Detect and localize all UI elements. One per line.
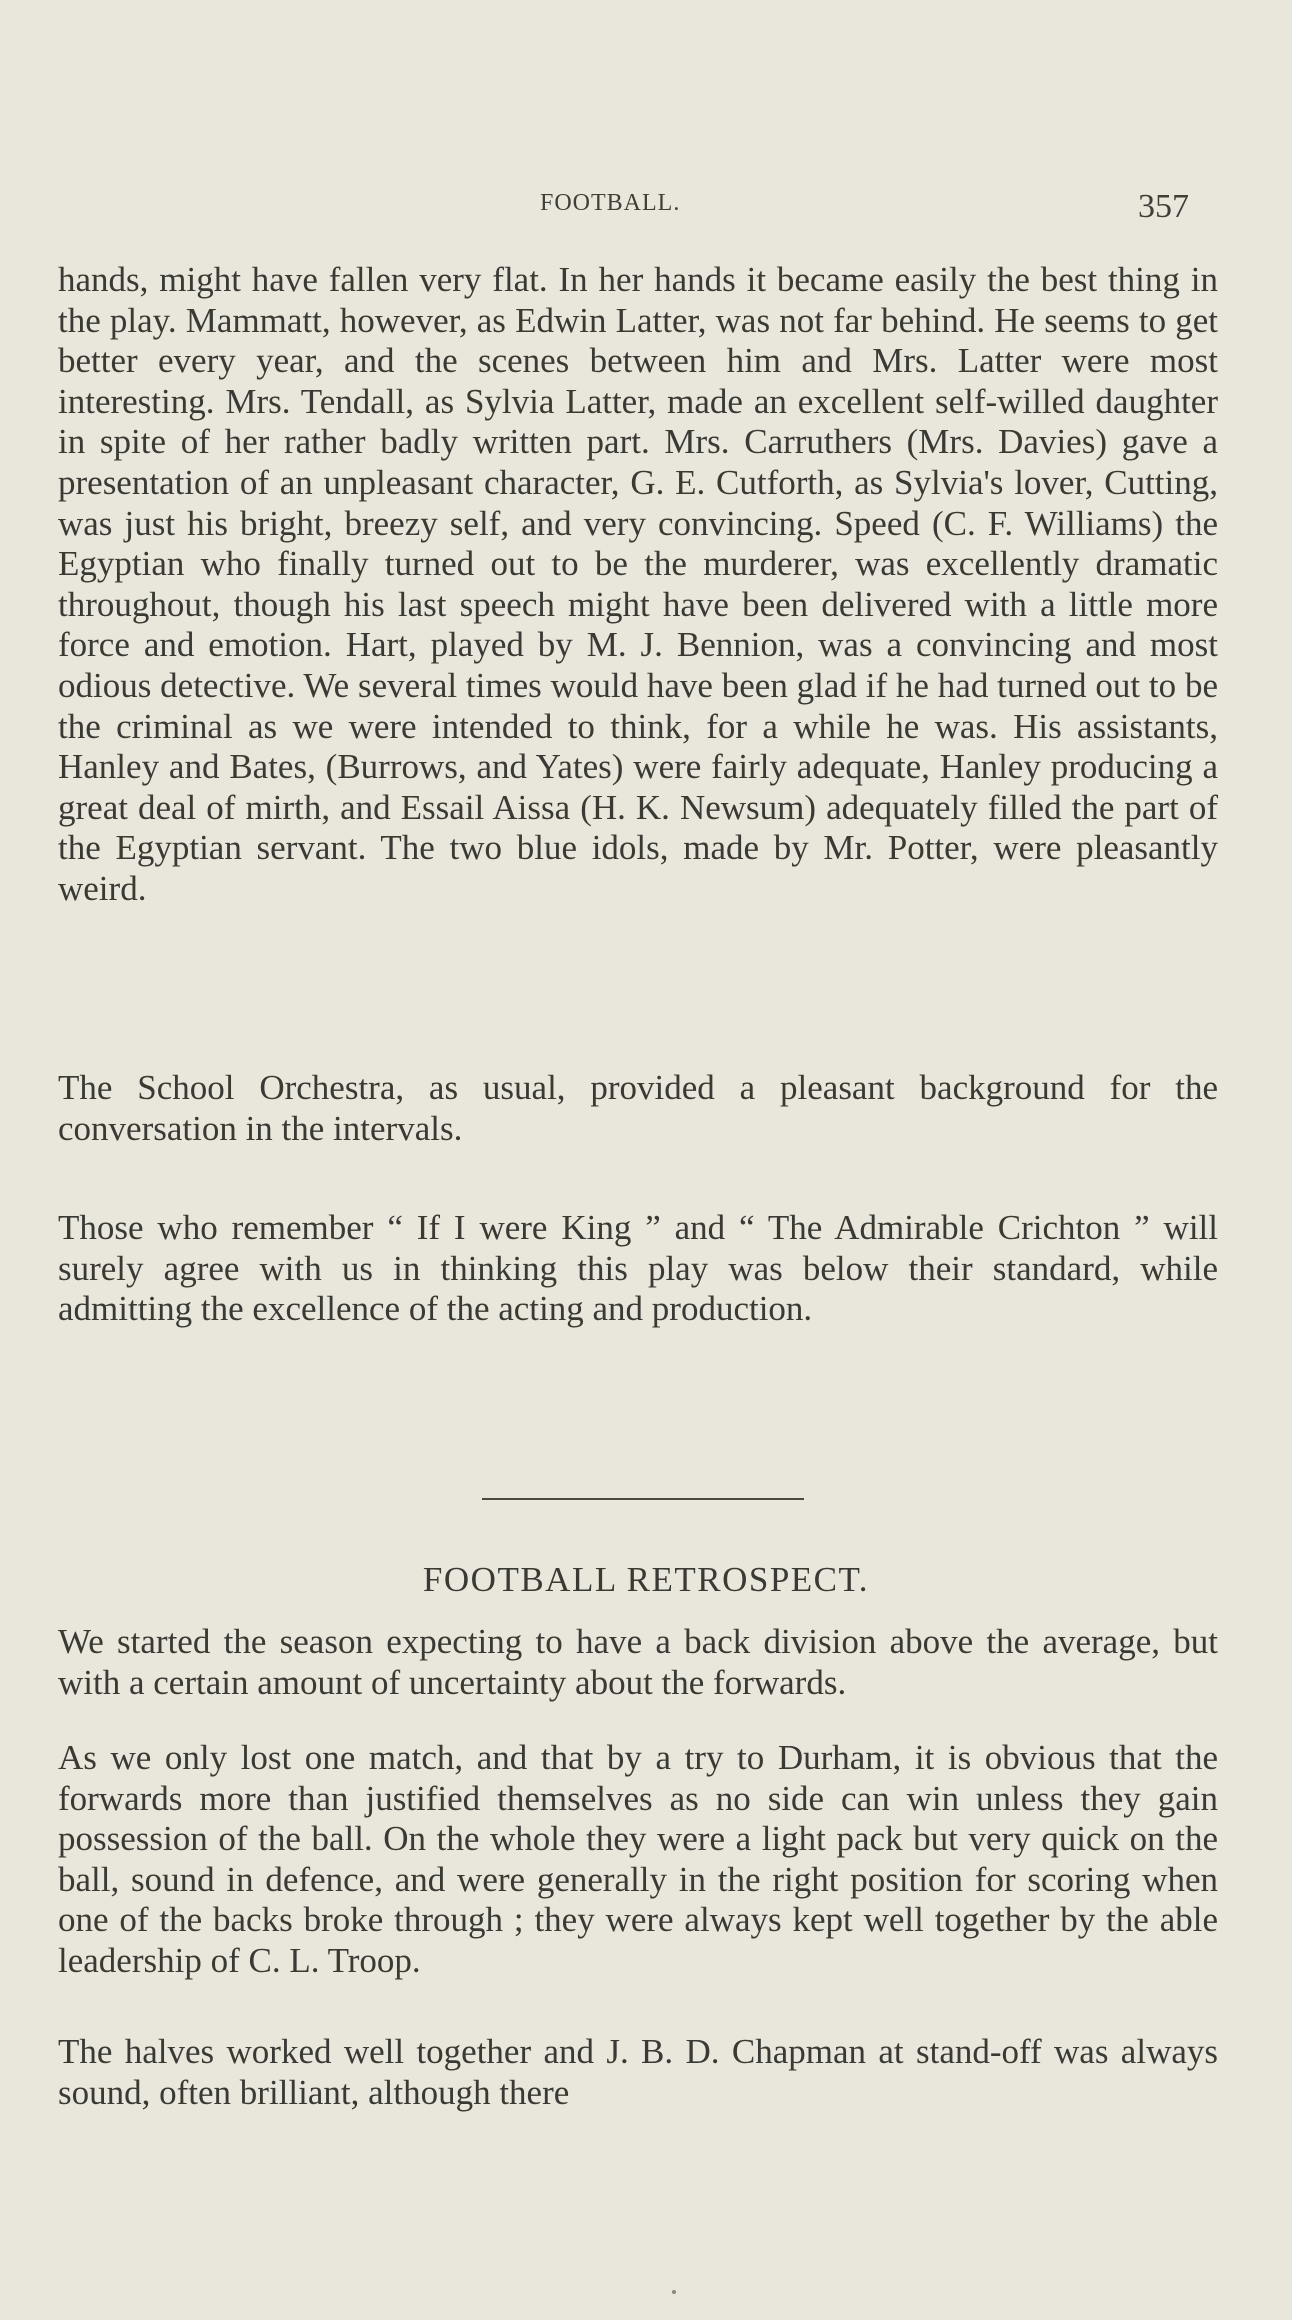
retrospect-paragraph: As we only lost one match, and that by a try to Durham, it is obvious that the forwards more than justified themselves as no side can win unless they gain possession of the ball. On the whole they were a light pack but very quick on the ball, sound in defence, and were generally in the right position for scoring when one of the backs broke through ; they were always kept well together by the able leadership of C. L. Troop. [58,1738,1218,1980]
review-paragraph: The School Orchestra, as usual, provided a pleasant background for the conversation in the intervals. [58,1068,1218,1148]
review-paragraph: Those who remember “ If I were King ” and “ The Admirable Crichton ” will surely agree with us in thinking this play was below their standard, while admitting the excellence of the acting and production. [58,1208,1218,1329]
retrospect-paragraph: The halves worked well together and J. B. D. Chapman at stand-off was always sound, often brilliant, although there [58,2032,1218,2112]
section-divider [482,1498,804,1500]
running-header: FOOTBALL. [540,190,681,216]
review-paragraph: hands, might have fallen very flat. In her hands it became easily the best thing in the play. Mammatt, however, as Edwin Latter, was not far behind. He seems to get better every year, and the scenes between him and Mrs. Latter were most interesting. Mrs. Tendall, as Sylvia Latter, made an excellent self-willed daughter in spite of her rather badly written part. Mrs. Carruthers (Mrs. Davies) gave a presentation of an unpleasant character, G. E. Cutforth, as Sylvia's lover, Cutting, was just his bright, breezy self, and very convincing. Speed (C. F. Williams) the Egyptian who finally turned out to be the murderer, was excellently dramatic throughout, though his last speech might have been delivered with a little more force and emotion. Hart, played by M. J. Bennion, was a convincing and most odious detective. We several times would have been glad if he had turned out to be the criminal as we were intended to think, for a while he was. His assistants, Hanley and Bates, (Burrows, and Yates) were fairly adequate, Hanley producing a great deal of mirth, and Essail Aissa (H. K. Newsum) adequately filled the part of the Egyptian servant. The two blue idols, made by Mr. Potter, were pleasantly weird. [58,260,1218,908]
retrospect-paragraph: We started the season expecting to have a back division above the average, but with a certain amount of uncertainty about the forwards. [58,1622,1218,1702]
section-heading: FOOTBALL RETROSPECT. [422,1560,870,1599]
page-number: 357 [1138,188,1189,225]
print-mark [672,2290,676,2294]
